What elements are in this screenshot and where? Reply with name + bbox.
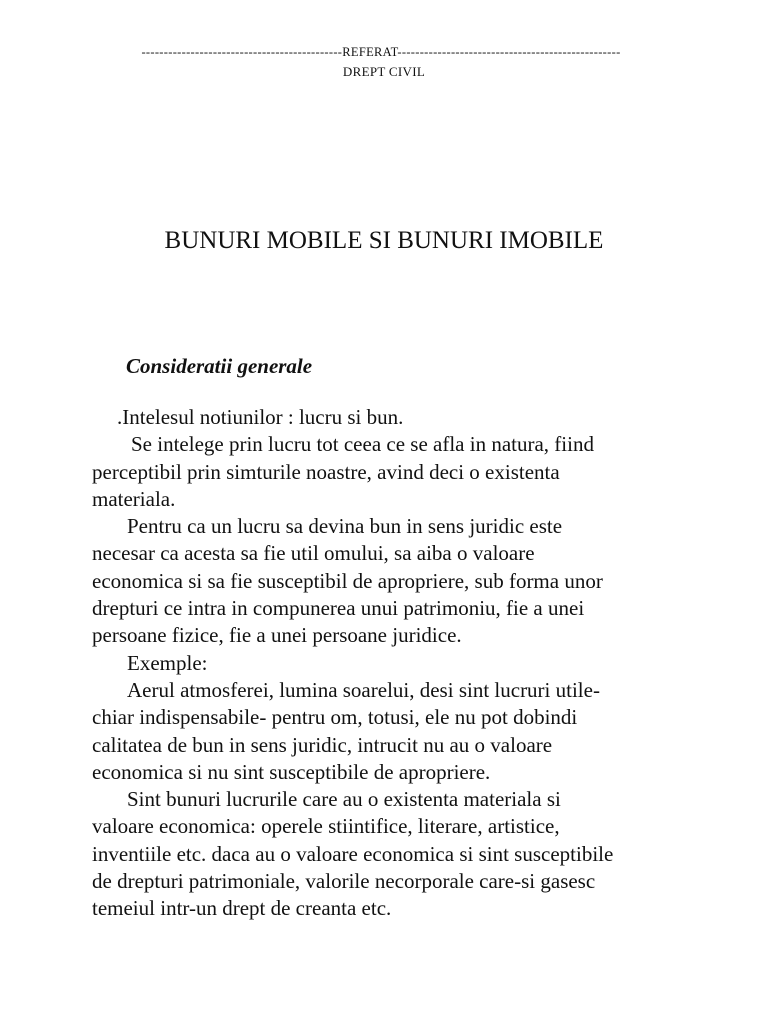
body-line-4: materiala. bbox=[92, 486, 176, 511]
section-heading: Consideratii generale bbox=[126, 354, 313, 378]
body-line-15: Sint bunuri lucrurile care au o existenta materiala si bbox=[127, 787, 561, 812]
document-title: BUNURI MOBILE SI BUNURI IMOBILE bbox=[164, 227, 604, 254]
body-line-18: de drepturi patrimoniale, valorile necorporale care-si gasesc bbox=[92, 869, 596, 894]
header-rule: ---------------------------------------------REFERAT-------------------------------------------------- bbox=[141, 45, 621, 59]
body-line-12: chiar indispensabile- pentru om, totusi, ele nu pot dobindi bbox=[92, 705, 578, 730]
body-line-2: Se intelege prin lucru tot ceea ce se afla in natura, fiind bbox=[131, 432, 594, 457]
body-line-5: Pentru ca un lucru sa devina bun in sens juridic este bbox=[127, 514, 563, 539]
body-line-13: calitatea de bun in sens juridic, intrucit nu au o valoare bbox=[92, 732, 553, 757]
body-text bbox=[92, 404, 678, 923]
body-line-14: economica si nu sint susceptibile de apropriere. bbox=[92, 759, 491, 784]
body-line-19: temeiul intr-un drept de creanta etc. bbox=[92, 896, 392, 921]
body-line-17: inventiile etc. daca au o valoare economica si sint susceptibile bbox=[92, 841, 614, 866]
body-line-16: valoare economica: operele stiintifice, literare, artistice, bbox=[92, 814, 560, 839]
body-line-3: perceptibil prin simturile noastre, avind deci o existenta bbox=[92, 459, 560, 484]
body-line-7: economica si sa fie susceptibil de apropriere, sub forma unor bbox=[92, 568, 603, 593]
body-line-8: drepturi ce intra in compunerea unui patrimoniu, fie a unei bbox=[92, 596, 585, 621]
body-line-1: .Intelesul notiunilor : lucru si bun. bbox=[117, 405, 404, 429]
header-subtitle: DREPT CIVIL bbox=[342, 64, 426, 79]
body-line-11: Aerul atmosferei, lumina soarelui, desi sint lucruri utile- bbox=[127, 677, 600, 702]
body-line-9: persoane fizice, fie a unei persoane juridice. bbox=[92, 623, 462, 648]
body-line-10: Exemple: bbox=[127, 650, 208, 675]
body-line-6: necesar ca acesta sa fie util omului, sa aiba o valoare bbox=[92, 541, 535, 566]
